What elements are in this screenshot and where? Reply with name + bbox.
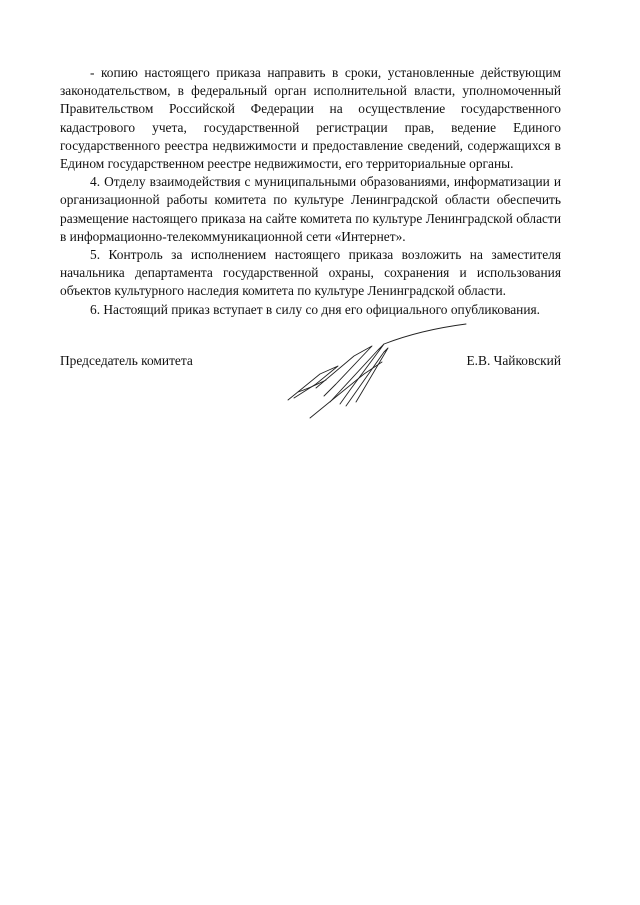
document-body: [60, 64, 561, 319]
paragraph-item-4: 4. Отделу взаимодействия с муниципальными образованиями, информатизации и организационной работы комитета по культуре Ленинградской области обеспечить размещение настоящего приказа на сайте комитета по культуре Ленинградской области в информационно-телекоммуникационной сети «Интернет».: [60, 174, 561, 244]
paragraph-item-6: 6. Настоящий приказ вступает в силу со дня его официального опубликования.: [90, 301, 540, 317]
signer-title: Председатель комитета: [60, 353, 193, 368]
paragraph-copy-distribution: - копию настоящего приказа направить в сроки, установленные действующим законодательством, в федеральный орган исполнительной власти, уполномоченный Правительством Российской Федерации на осуществление государственного кадастрового учета, государственной регистрации прав, ведение Единого государственного реестра недвижимости и предоставление сведений, содержащихся в Едином государственном реестре недвижимости, его территориальные органы.: [60, 65, 561, 172]
paragraph-item-5: 5. Контроль за исполнением настоящего приказа возложить на заместителя начальника департамента государственной охраны, сохранения и использования объектов культурного наследия комитета по культуре Ленинградской области.: [60, 247, 561, 299]
handwritten-signature: [280, 322, 470, 422]
signer-name: Е.В. Чайковский: [466, 353, 561, 368]
